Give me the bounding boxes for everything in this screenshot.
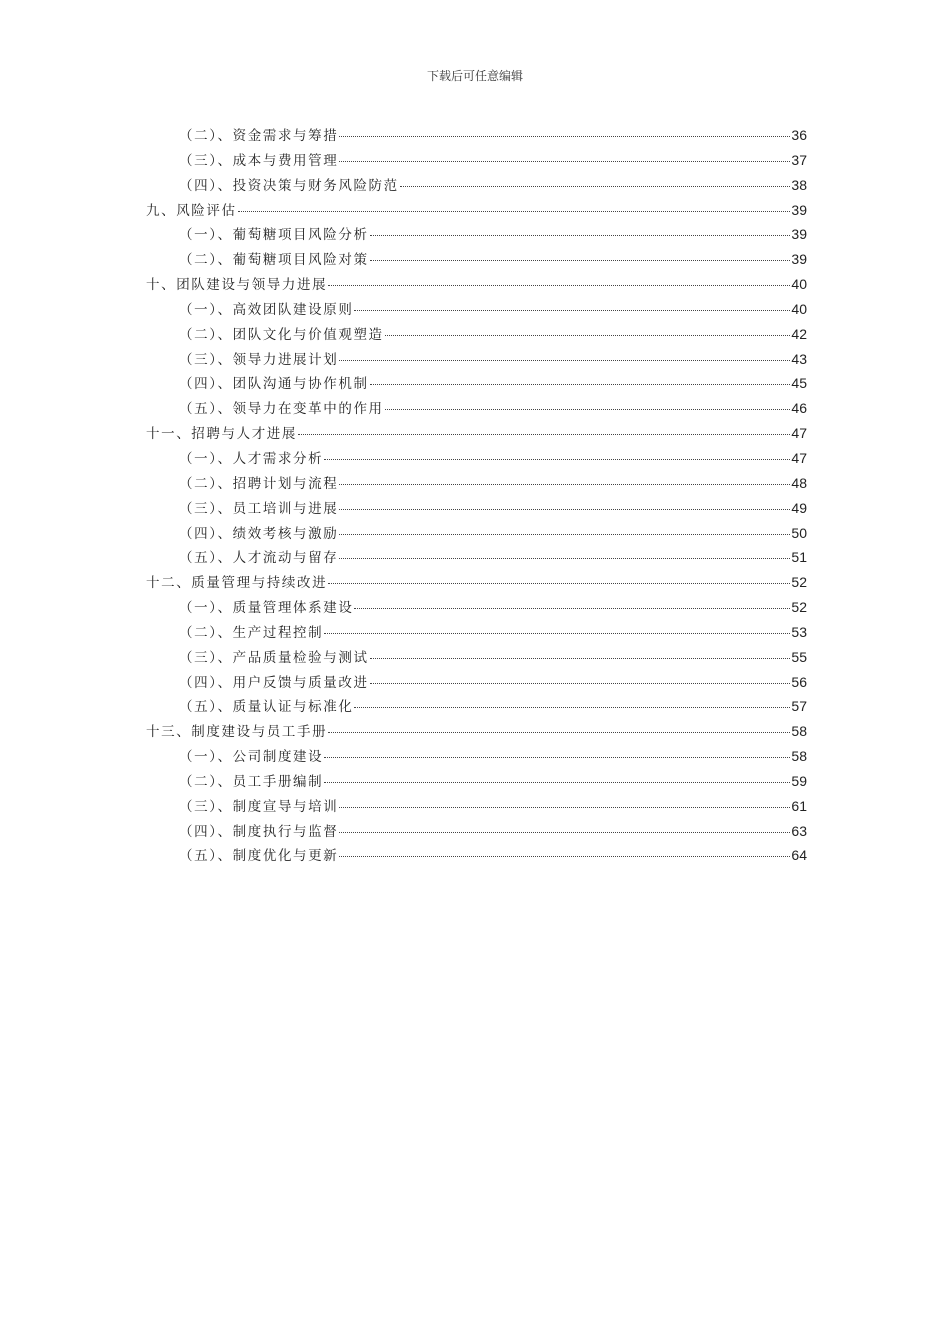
toc-section-entry[interactable] [146, 695, 807, 720]
toc-section-entry[interactable] [146, 472, 807, 497]
toc-section-entry[interactable] [146, 372, 807, 397]
toc-page-number: 63 [791, 822, 807, 839]
toc-page-number: 39 [791, 251, 807, 268]
toc-section-entry[interactable] [146, 770, 807, 795]
toc-dot-leader [370, 658, 791, 659]
toc-page-number: 58 [791, 748, 807, 765]
toc-page-number: 49 [791, 499, 807, 516]
toc-dot-leader [354, 310, 790, 311]
toc-entry-title: （一）、质量管理体系建设 [179, 600, 354, 617]
toc-entry-title: （三）、制度宣导与培训 [179, 798, 339, 815]
toc-page-number: 47 [791, 449, 807, 466]
toc-section-entry[interactable] [146, 124, 807, 149]
toc-page-number: 58 [791, 723, 807, 740]
toc-dot-leader [324, 459, 790, 460]
toc-section-entry[interactable] [146, 348, 807, 373]
table-of-contents [146, 124, 807, 869]
toc-dot-leader [328, 285, 790, 286]
toc-dot-leader [339, 807, 790, 808]
toc-section-entry[interactable] [146, 546, 807, 571]
toc-page-number: 42 [791, 325, 807, 342]
toc-section-entry[interactable] [146, 621, 807, 646]
toc-dot-leader [370, 683, 791, 684]
toc-dot-leader [370, 384, 791, 385]
toc-entry-title: （四）、用户反馈与质量改进 [179, 674, 369, 691]
toc-dot-leader [339, 136, 790, 137]
toc-dot-leader [385, 335, 791, 336]
toc-page-number: 40 [791, 276, 807, 293]
toc-entry-title: 十二、质量管理与持续改进 [146, 575, 328, 592]
toc-page-number: 64 [791, 847, 807, 864]
toc-entry-title: （一）、公司制度建设 [179, 749, 324, 766]
toc-entry-title: 九、风险评估 [146, 202, 237, 219]
toc-dot-leader [339, 509, 790, 510]
toc-dot-leader [339, 832, 790, 833]
toc-entry-title: （四）、绩效考核与激励 [179, 525, 339, 542]
toc-entry-title: （五）、人才流动与留存 [179, 550, 339, 567]
toc-page-number: 37 [791, 151, 807, 168]
toc-page-number: 39 [791, 201, 807, 218]
toc-entry-title: （二）、生产过程控制 [179, 624, 324, 641]
toc-entry-title: （五）、质量认证与标准化 [179, 699, 354, 716]
toc-page-number: 51 [791, 549, 807, 566]
toc-dot-leader [298, 434, 790, 435]
toc-page-number: 56 [791, 673, 807, 690]
toc-page-number: 39 [791, 226, 807, 243]
page-header: 下载后可任意编辑 [426, 69, 523, 83]
toc-page-number: 57 [791, 698, 807, 715]
toc-section-entry[interactable] [146, 149, 807, 174]
toc-entry-title: （三）、员工培训与进展 [179, 500, 339, 517]
toc-dot-leader [354, 707, 790, 708]
toc-dot-leader [400, 186, 791, 187]
toc-page-number: 38 [791, 176, 807, 193]
toc-chapter-entry[interactable] [146, 571, 807, 596]
toc-chapter-entry[interactable] [146, 273, 807, 298]
toc-entry-title: （二）、葡萄糖项目风险对策 [179, 252, 369, 269]
toc-entry-title: （五）、制度优化与更新 [179, 848, 339, 865]
toc-page-number: 36 [791, 127, 807, 143]
toc-entry-title: 十一、招聘与人才进展 [146, 426, 297, 443]
toc-dot-leader [328, 732, 790, 733]
toc-page-number: 50 [791, 524, 807, 541]
toc-page-number: 55 [791, 648, 807, 665]
toc-entry-title: （二）、团队文化与价值观塑造 [179, 326, 384, 343]
toc-section-entry[interactable] [146, 298, 807, 323]
toc-section-entry[interactable] [146, 248, 807, 273]
toc-dot-leader [324, 757, 790, 758]
toc-page-number: 61 [791, 797, 807, 814]
toc-entry-title: 十三、制度建设与员工手册 [146, 724, 328, 741]
toc-dot-leader [324, 633, 790, 634]
toc-entry-title: （四）、投资决策与财务风险防范 [179, 177, 399, 194]
toc-page-number: 59 [791, 772, 807, 789]
toc-page-number: 47 [791, 425, 807, 442]
toc-entry-title: （三）、成本与费用管理 [179, 152, 339, 169]
toc-entry-title: （二）、资金需求与筹措 [179, 128, 339, 144]
toc-entry-title: （一）、人才需求分析 [179, 450, 324, 467]
toc-section-entry[interactable] [146, 795, 807, 820]
toc-dot-leader [354, 608, 790, 609]
toc-page-number: 48 [791, 474, 807, 491]
toc-page-number: 53 [791, 623, 807, 640]
toc-section-entry[interactable] [146, 497, 807, 522]
toc-section-entry[interactable] [146, 174, 807, 199]
toc-page-number: 52 [791, 599, 807, 616]
toc-dot-leader [339, 534, 790, 535]
toc-section-entry[interactable] [146, 646, 807, 671]
toc-entry-title: （四）、制度执行与监督 [179, 823, 339, 840]
toc-page-number: 40 [791, 300, 807, 317]
toc-page-number: 46 [791, 400, 807, 417]
toc-dot-leader [328, 583, 790, 584]
toc-dot-leader [385, 409, 791, 410]
toc-dot-leader [339, 558, 790, 559]
toc-section-entry[interactable] [146, 223, 807, 248]
toc-dot-leader [370, 235, 791, 236]
toc-dot-leader [339, 161, 790, 162]
toc-page-number: 43 [791, 350, 807, 367]
toc-chapter-entry[interactable] [146, 422, 807, 447]
toc-entry-title: （三）、产品质量检验与测试 [179, 649, 369, 666]
toc-dot-leader [370, 260, 791, 261]
toc-section-entry[interactable] [146, 447, 807, 472]
toc-entry-title: 十、团队建设与领导力进展 [146, 277, 328, 294]
toc-section-entry[interactable] [146, 745, 807, 770]
toc-page-number: 45 [791, 375, 807, 392]
toc-dot-leader [238, 211, 791, 212]
toc-section-entry[interactable] [146, 820, 807, 845]
toc-section-entry[interactable] [146, 844, 807, 869]
toc-dot-leader [324, 782, 790, 783]
toc-section-entry[interactable] [146, 397, 807, 422]
toc-dot-leader [339, 856, 790, 857]
toc-entry-title: （四）、团队沟通与协作机制 [179, 376, 369, 393]
toc-page-number: 52 [791, 574, 807, 591]
toc-section-entry[interactable] [146, 323, 807, 348]
toc-section-entry[interactable] [146, 522, 807, 547]
toc-chapter-entry[interactable] [146, 720, 807, 745]
toc-entry-title: （二）、招聘计划与流程 [179, 475, 339, 492]
toc-section-entry[interactable] [146, 596, 807, 621]
toc-chapter-entry[interactable] [146, 199, 807, 224]
toc-entry-title: （一）、高效团队建设原则 [179, 301, 354, 318]
toc-entry-title: （一）、葡萄糖项目风险分析 [179, 227, 369, 244]
toc-section-entry[interactable] [146, 671, 807, 696]
toc-entry-title: （五）、领导力在变革中的作用 [179, 401, 384, 418]
toc-entry-title: （三）、领导力进展计划 [179, 351, 339, 368]
toc-entry-title: （二）、员工手册编制 [179, 773, 324, 790]
toc-dot-leader [339, 484, 790, 485]
toc-dot-leader [339, 360, 790, 361]
